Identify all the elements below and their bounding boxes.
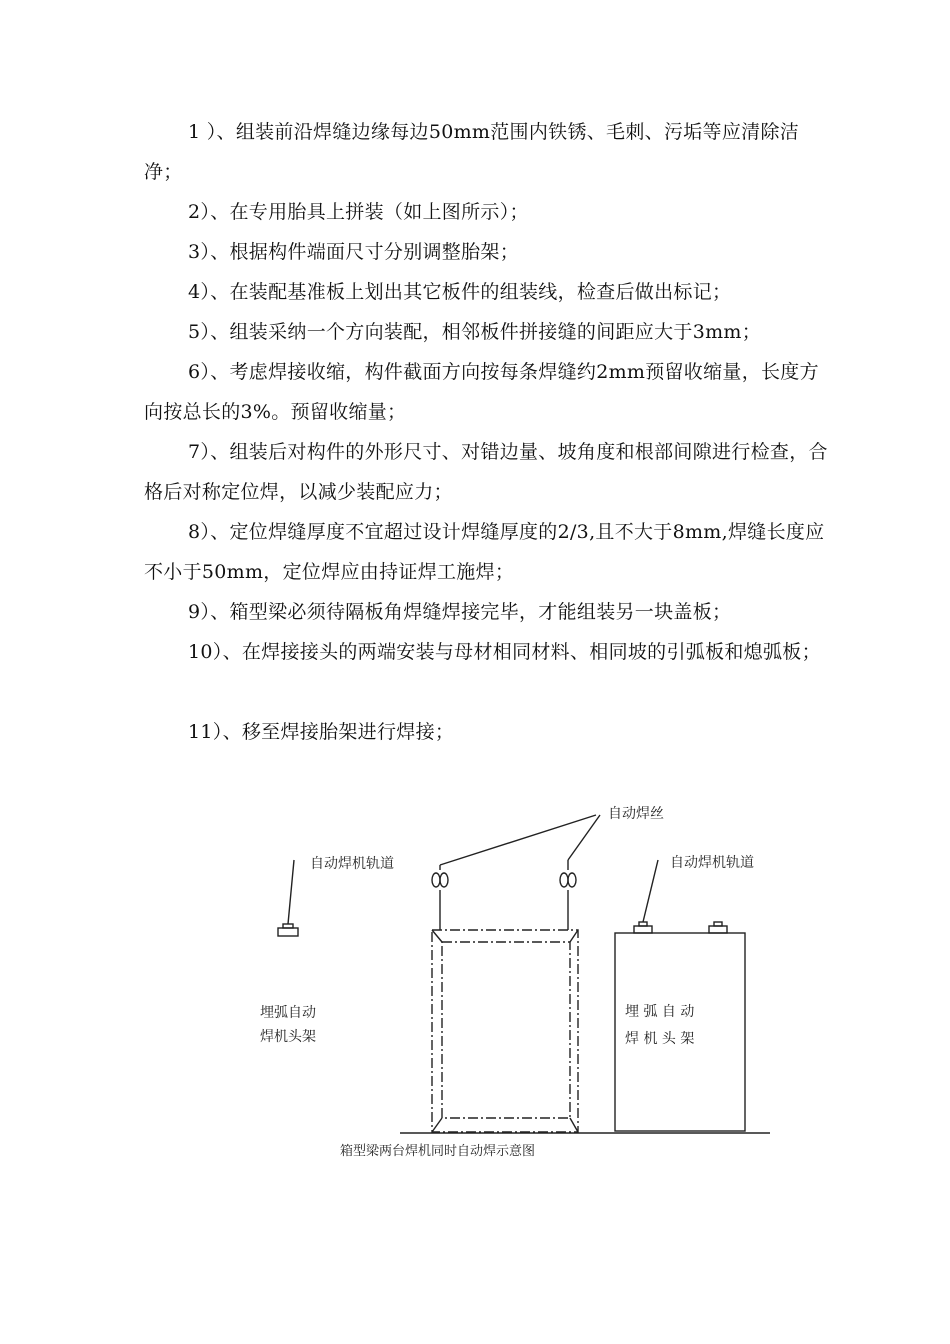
left-track-icon	[278, 860, 298, 936]
box-beam-outline	[432, 930, 578, 1132]
welding-wire	[440, 815, 600, 930]
right-track-icon-2	[709, 922, 727, 933]
left-head-label-line1: 埋弧自动	[260, 1005, 316, 1021]
wire-label: 自动焊丝	[608, 806, 664, 822]
welding-diagram	[260, 790, 790, 1170]
paragraph-9: 9）、箱型梁必须待隔板角焊缝焊接完毕，才能组装另一块盖板；	[188, 601, 732, 623]
right-track-icon	[634, 860, 658, 933]
right-torch-roller-icon	[560, 873, 576, 887]
left-track-leader	[288, 860, 294, 924]
left-torch-roller-icon	[432, 873, 448, 887]
right-head-label-line1: 埋 弧 自 动	[625, 1004, 695, 1020]
paragraph-7: 7）、组装后对构件的外形尺寸、对错边量、坡角度和根部间隙进行检查，合格后对称定位焊，以减少装配应力；	[144, 441, 828, 503]
right-track-label: 自动焊机轨道	[670, 855, 754, 871]
right-track-leader	[643, 860, 658, 922]
paragraph-2: 2）、在专用胎具上拼装（如上图所示）；	[188, 201, 529, 223]
paragraph-11: 11）、移至焊接胎架进行焊接；	[188, 721, 455, 743]
paragraph-1: 1 ）、组装前沿焊缝边缘每边50mm范围内铁锈、毛刺、污垢等应清除洁净；	[144, 121, 800, 183]
paragraph-10: 10）、在焊接接头的两端安装与母材相同材料、相同坡的引弧板和熄弧板；	[188, 641, 821, 663]
paragraph-6: 6）、考虑焊接收缩，构件截面方向按每条焊缝约2mm预留收缩量，长度方向按总长的3%。预留收缩量；	[144, 361, 819, 423]
diagram-caption: 箱型梁两台焊机同时自动焊示意图	[340, 1144, 536, 1159]
left-head-label-line2: 焊机头架	[260, 1029, 316, 1045]
welding-diagram-svg	[260, 790, 790, 1170]
right-head-label-line2: 焊 机 头 架	[625, 1031, 695, 1047]
paragraph-4: 4）、在装配基准板上划出其它板件的组装线，检查后做出标记；	[188, 281, 732, 303]
paragraph-5: 5）、组装采纳一个方向装配，相邻板件拼接缝的间距应大于3mm；	[188, 321, 762, 343]
paragraph-3: 3）、根据构件端面尺寸分别调整胎架；	[188, 241, 519, 263]
paragraph-8: 8）、定位焊缝厚度不宜超过设计焊缝厚度的2/3,且不大于8mm,焊缝长度应不小于50mm，定位焊应由持证焊工施焊；	[144, 521, 825, 583]
left-track-label: 自动焊机轨道	[310, 856, 394, 872]
